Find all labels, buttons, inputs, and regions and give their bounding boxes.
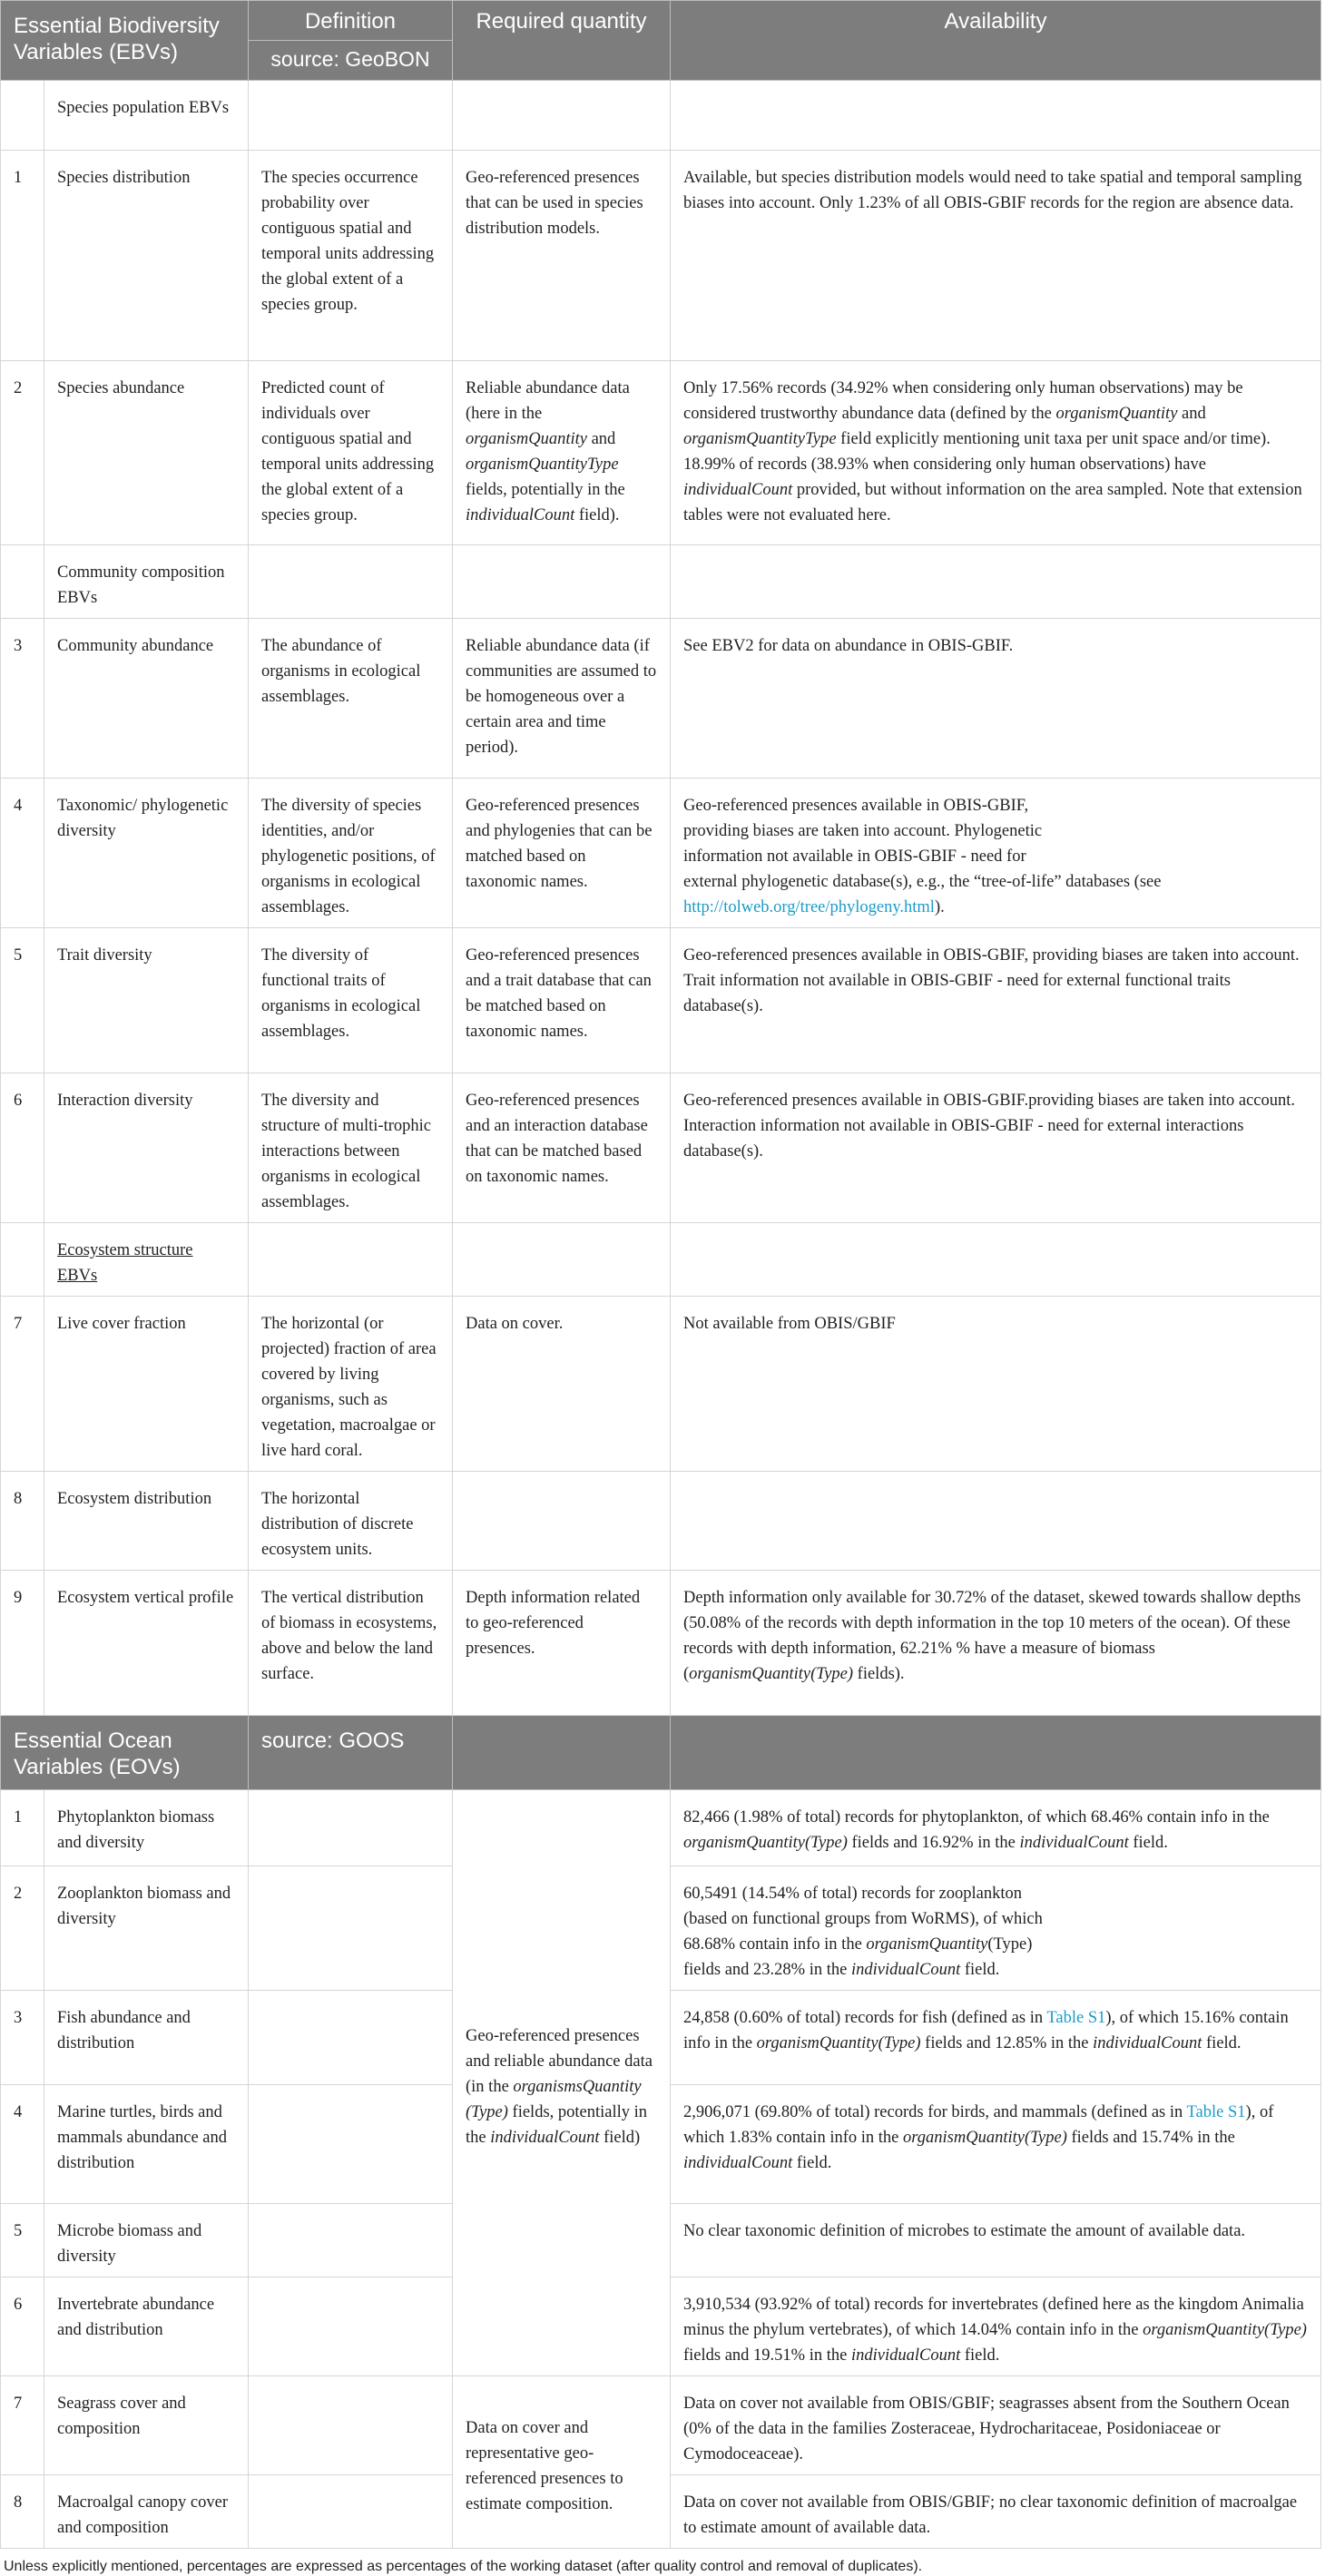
row-number: 9 [1, 1571, 44, 1716]
eov-name: Zooplankton biomass and diversity [44, 1866, 249, 1991]
eov-header-row [1, 1716, 1321, 1790]
row-number: 4 [1, 779, 44, 928]
table-row [1, 928, 1321, 1073]
ebv-definition: The diversity of functional traits of organisms in ecological assemblages. [249, 928, 453, 1073]
header-ebv: Essential Biodiversity Variables (EBVs) [1, 1, 249, 81]
table-row [1, 619, 1321, 779]
ebv-name: Community abundance [44, 619, 249, 779]
availability: Geo-referenced presences available in OBIS-GBIF.providing biases are taken into account. Interaction information not available in OBIS-GBIF - need for external interactions database(s). [671, 1073, 1321, 1223]
section-row [1, 545, 1321, 619]
availability: 24,858 (0.60% of total) records for fish (defined as in Table S1), of which 15.16% contain info in the organismQuantity(Type) fields and 12.85% in the individualCount field. [671, 1991, 1321, 2085]
table-row [1, 1297, 1321, 1472]
ebv-name: Taxonomic/ phylogenetic diversity [44, 779, 249, 928]
ebv-name: Species abundance [44, 361, 249, 545]
section-row [1, 1223, 1321, 1297]
availability: Depth information only available for 30.72% of the dataset, skewed towards shallow depths (50.08% of the records with depth information in the top 10 meters of the ocean). Of these records with depth information, 62.21% % have a measure of biomass (organismQuantity(Type) fields). [671, 1571, 1321, 1716]
header-source-geobon: source: GeoBON [249, 41, 453, 81]
section-species-population: Species population EBVs [44, 81, 249, 151]
section-row [1, 81, 1321, 151]
tolweb-link[interactable]: http://tolweb.org/tree/phylogeny.html [683, 898, 935, 916]
table-row [1, 2376, 1321, 2475]
ebv-header-row [1, 1, 1321, 41]
row-number: 7 [1, 1297, 44, 1472]
ebv-name: Species distribution [44, 151, 249, 361]
availability: Data on cover not available from OBIS/GBIF; seagrasses absent from the Southern Ocean (0% of the data in the families Zosteraceae, Hydrocharitaceae, Posidoniaceae or Cymodoceaceae). [671, 2376, 1321, 2475]
availability: Available, but species distribution models would need to take spatial and temporal sampling biases into account. Only 1.23% of all OBIS-GBIF records for the region are absence data. [671, 151, 1321, 361]
ebv-definition: The horizontal distribution of discrete ecosystem units. [249, 1472, 453, 1571]
availability: Not available from OBIS/GBIF [671, 1297, 1321, 1472]
table-s1-link[interactable]: Table S1 [1046, 2009, 1106, 2027]
eov-name: Macroalgal canopy cover and composition [44, 2475, 249, 2549]
table-row [1, 1571, 1321, 1716]
section-ecosystem-structure: Ecosystem structure EBVs [44, 1223, 249, 1297]
ebv-definition: Predicted count of individuals over contiguous spatial and temporal units addressing the global extent of a species group. [249, 361, 453, 545]
ebv-name: Live cover fraction [44, 1297, 249, 1472]
ebv-definition: The vertical distribution of biomass in ecosystems, above and below the land surface. [249, 1571, 453, 1716]
row-number: 4 [1, 2085, 44, 2204]
header-definition: Definition [249, 1, 453, 41]
table-row [1, 1073, 1321, 1223]
table-row [1, 1790, 1321, 1866]
row-number: 7 [1, 2376, 44, 2475]
section-community-composition: Community composition EBVs [44, 545, 249, 619]
table-row [1, 779, 1321, 928]
required-quantity: Data on cover. [453, 1297, 671, 1472]
required-quantity: Geo-referenced presences that can be used in species distribution models. [453, 151, 671, 361]
required-quantity: Geo-referenced presences and a trait database that can be matched based on taxonomic names. [453, 928, 671, 1073]
availability: Geo-referenced presences available in OBIS-GBIF, providing biases are taken into account. Trait information not available in OBIS-GBIF - need for external functional traits database(s). [671, 928, 1321, 1073]
header-source-goos: source: GOOS [249, 1716, 453, 1790]
ebv-name: Ecosystem vertical profile [44, 1571, 249, 1716]
header-eov: Essential Ocean Variables (EOVs) [1, 1716, 249, 1790]
required-quantity: Reliable abundance data (if communities are assumed to be homogeneous over a certain area and time period). [453, 619, 671, 779]
ebv-definition: The diversity of species identities, and/or phylogenetic positions, of organisms in ecological assemblages. [249, 779, 453, 928]
table-row [1, 361, 1321, 545]
required-quantity: Reliable abundance data (here in the organismQuantity and organismQuantityType fields, potentially in the individualCount field). [453, 361, 671, 545]
row-number: 8 [1, 2475, 44, 2549]
ebv-definition: The horizontal (or projected) fraction of area covered by living organisms, such as vegetation, macroalgae or live hard coral. [249, 1297, 453, 1472]
eov-name: Seagrass cover and composition [44, 2376, 249, 2475]
row-number: 5 [1, 928, 44, 1073]
required-quantity: Geo-referenced presences and phylogenies that can be matched based on taxonomic names. [453, 779, 671, 928]
ebv-definition: The species occurrence probability over contiguous spatial and temporal units addressing the global extent of a species group. [249, 151, 453, 361]
eov-name: Phytoplankton biomass and diversity [44, 1790, 249, 1866]
availability: 60,5491 (14.54% of total) records for zooplankton (based on functional groups from WoRMS), of which 68.68% contain info in the organismQuantity(Type) fields and 23.28% in the individualCount field. [671, 1866, 1321, 1991]
availability: Data on cover not available from OBIS/GBIF; no clear taxonomic definition of macroalgae to estimate amount of available data. [671, 2475, 1321, 2549]
table-row [1, 151, 1321, 361]
eov-name: Fish abundance and distribution [44, 1991, 249, 2085]
header-required-quantity: Required quantity [453, 1, 671, 81]
header-availability: Availability [671, 1, 1321, 81]
eov-name: Invertebrate abundance and distribution [44, 2277, 249, 2376]
table-footnote: Unless explicitly mentioned, percentages are expressed as percentages of the working dataset (after quality control and removal of duplicates). [4, 2559, 923, 2574]
row-number: 8 [1, 1472, 44, 1571]
ebv-name: Interaction diversity [44, 1073, 249, 1223]
table-s1-link[interactable]: Table S1 [1186, 2103, 1246, 2121]
row-number: 5 [1, 2204, 44, 2277]
availability: No clear taxonomic definition of microbes to estimate the amount of available data. [671, 2204, 1321, 2277]
ebv-name: Trait diversity [44, 928, 249, 1073]
availability: Only 17.56% records (34.92% when considering only human observations) may be considered trustworthy abundance data (defined by the organismQuantity and organismQuantityType field explicitly mentioning unit taxa per unit space and/or time). 18.99% of records (38.93% when considering only human observations) have individualCount provided, but without information on the area sampled. Note that extension tables were not evaluated here. [671, 361, 1321, 545]
ebv-name: Ecosystem distribution [44, 1472, 249, 1571]
row-number: 1 [1, 1790, 44, 1866]
row-number: 2 [1, 1866, 44, 1991]
row-number: 1 [1, 151, 44, 361]
required-quantity-shared: Geo-referenced presences and reliable abundance data (in the organismsQuantity (Type) fields, potentially in the individualCount field) [453, 1790, 671, 2376]
availability: See EBV2 for data on abundance in OBIS-GBIF. [671, 619, 1321, 779]
row-number: 3 [1, 619, 44, 779]
availability: 3,910,534 (93.92% of total) records for invertebrates (defined here as the kingdom Animalia minus the phylum vertebrates), of which 14.04% contain info in the organismQuantity(Type) fields and 19.51% in the individualCount field. [671, 2277, 1321, 2376]
row-number: 6 [1, 1073, 44, 1223]
availability: Geo-referenced presences available in OBIS-GBIF, providing biases are taken into account. Phylogenetic information not available in OBIS-GBIF - need for external phylogenetic database(s), e.g., the “tree-of-life” databases (see http://tolweb.org/tree/phylogeny.html). [671, 779, 1321, 928]
required-quantity: Depth information related to geo-referenced presences. [453, 1571, 671, 1716]
row-number: 6 [1, 2277, 44, 2376]
required-quantity: Geo-referenced presences and an interaction database that can be matched based on taxonomic names. [453, 1073, 671, 1223]
eov-name: Marine turtles, birds and mammals abundance and distribution [44, 2085, 249, 2204]
table-row [1, 1472, 1321, 1571]
eov-name: Microbe biomass and diversity [44, 2204, 249, 2277]
required-quantity-cover: Data on cover and representative geo-referenced presences to estimate composition. [453, 2376, 671, 2549]
ebv-definition: The diversity and structure of multi-trophic interactions between organisms in ecological assemblages. [249, 1073, 453, 1223]
ebv-definition: The abundance of organisms in ecological assemblages. [249, 619, 453, 779]
row-number: 3 [1, 1991, 44, 2085]
row-number: 2 [1, 361, 44, 545]
availability: 2,906,071 (69.80% of total) records for birds, and mammals (defined as in Table S1), of which 1.83% contain info in the organismQuantity(Type) fields and 15.74% in the individualCount field. [671, 2085, 1321, 2204]
availability: 82,466 (1.98% of total) records for phytoplankton, of which 68.46% contain info in the organismQuantity(Type) fields and 16.92% in the individualCount field. [671, 1790, 1321, 1866]
